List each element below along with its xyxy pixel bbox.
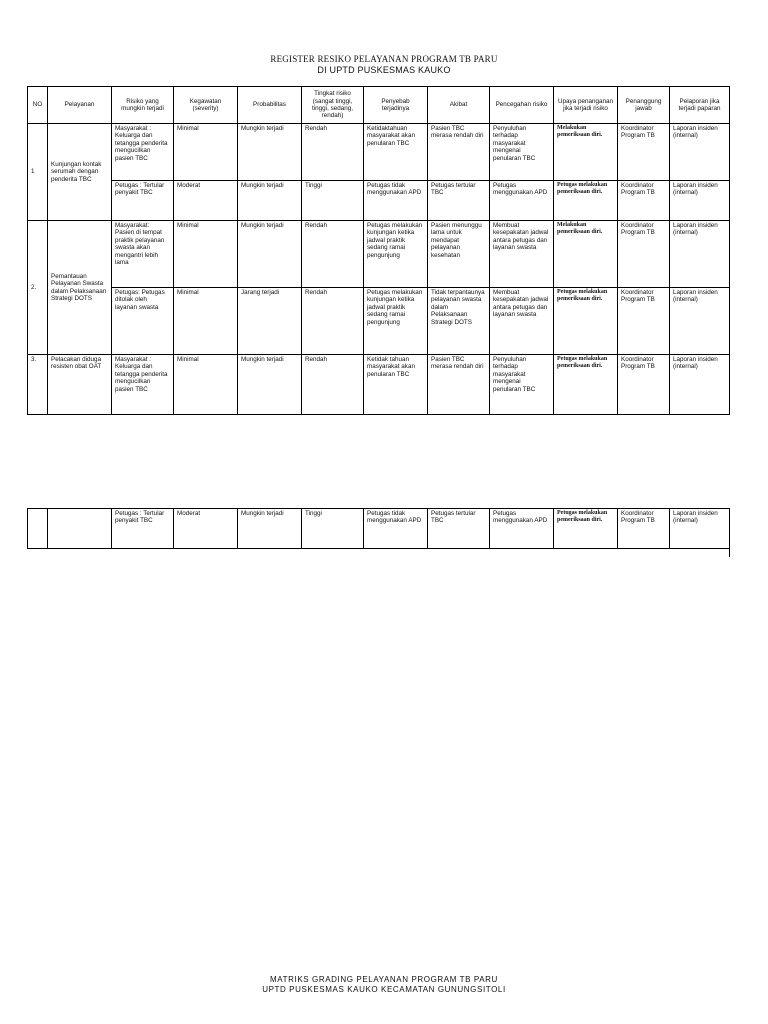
- handling-cell: Petugas melakukan pemeriksaan diri.: [554, 355, 618, 415]
- effect-cell: Petugas tertular TBC: [428, 181, 490, 221]
- header-cell: Pencegahan risiko: [490, 87, 554, 124]
- document-subtitle: DI UPTD PUSKESMAS KAUKO: [317, 65, 451, 75]
- header-cell: Probabilitas: [238, 87, 302, 124]
- table-row: [28, 221, 730, 288]
- cause-cell: Petugas melakukan kunjungan ketika jadwal praktik sedang ramai pengunjung: [364, 288, 428, 355]
- prevention-cell: Penyuluhan terhadap masyarakat mengenai penularan TBC: [490, 124, 554, 181]
- footer-title: MATRIKS GRADING PELAYANAN PROGRAM TB PARU: [270, 975, 498, 984]
- responsible-cell: Koordinator Program TB: [618, 509, 670, 549]
- header-cell: Penyebab terjadinya: [364, 87, 428, 124]
- header-cell: Penanggung jawab: [618, 87, 670, 124]
- report-cell: Laporan insiden (internal): [670, 221, 730, 288]
- effect-cell: Pasien TBC merasa rendah diri: [428, 355, 490, 415]
- risk-cell: Petugas : Tertular penyakit TBC: [112, 181, 174, 221]
- risk-cell: Petugas: Petugas ditolak oleh layanan swasta: [112, 288, 174, 355]
- prevention-cell: Petugas menggunakan APD: [490, 509, 554, 549]
- document-title: REGISTER RESIKO PELAYANAN PROGRAM TB PARU: [270, 54, 498, 64]
- prevention-cell: Petugas menggunakan APD: [490, 181, 554, 221]
- continuation-table: [27, 508, 730, 549]
- severity-cell: Minimal: [174, 288, 238, 355]
- header-cell: NO: [28, 87, 48, 124]
- service-name: Kunjungan kontak serumah dengan penderita TBC: [48, 124, 112, 221]
- risk-level-cell: Tinggi: [302, 509, 364, 549]
- prevention-cell: Membuat kesepakatan jadwal antara petugas dan layanan swasta: [490, 288, 554, 355]
- header-cell: Pelayanan: [48, 87, 112, 124]
- risk-cell: Masyarakat: Pasien di tempat praktik pelayanan swasta akan mengantri lebih lama: [112, 221, 174, 288]
- risk-level-cell: Rendah: [302, 355, 364, 415]
- probability-cell: Jarang terjadi: [238, 288, 302, 355]
- row-number: 2.: [28, 221, 48, 355]
- table-edge-line: [729, 549, 730, 557]
- service-name: [48, 509, 112, 549]
- risk-register-table: [27, 86, 730, 415]
- handling-cell: Melakukan pemeriksaan diri.: [554, 221, 618, 288]
- responsible-cell: Koordinator Program TB: [618, 181, 670, 221]
- table-row: [28, 355, 730, 415]
- footer-subtitle: UPTD PUSKESMAS KAUKO KECAMATAN GUNUNGSITOLI: [262, 985, 506, 994]
- effect-cell: Petugas tertular TBC: [428, 509, 490, 549]
- effect-cell: Pasien TBC merasa rendah diri: [428, 124, 490, 181]
- severity-cell: Moderat: [174, 509, 238, 549]
- handling-cell: Petugas melakukan pemeriksaan diri.: [554, 288, 618, 355]
- header-cell: Upaya penanganan jika terjadi risiko: [554, 87, 618, 124]
- handling-cell: Petugas melakukan pemeriksaan diri.: [554, 181, 618, 221]
- probability-cell: Mungkin terjadi: [238, 221, 302, 288]
- responsible-cell: Koordinator Program TB: [618, 288, 670, 355]
- header-cell: Pelaporan jika terjadi paparan: [670, 87, 730, 124]
- table-row: [28, 509, 730, 549]
- cause-cell: Petugas tidak menggunakan APD: [364, 509, 428, 549]
- report-cell: Laporan insiden (internal): [670, 355, 730, 415]
- cause-cell: Ketidaktahuan masyarakat akan penularan TBC: [364, 124, 428, 181]
- report-cell: Laporan insiden (internal): [670, 181, 730, 221]
- effect-cell: Pasien menunggu lama untuk mendapat pelayanan kesehatan: [428, 221, 490, 288]
- service-name: Pelacakan diduga resisten obat OAT: [48, 355, 112, 415]
- risk-cell: Petugas : Tertular penyakit TBC: [112, 509, 174, 549]
- responsible-cell: Koordinator Program TB: [618, 355, 670, 415]
- handling-cell: Melakukan pemeriksaan diri.: [554, 124, 618, 181]
- table-row: [28, 124, 730, 181]
- severity-cell: Minimal: [174, 355, 238, 415]
- table-row: [28, 288, 730, 355]
- header-cell: Kegawatan (severity): [174, 87, 238, 124]
- service-name: Pemantauan Pelayanan Swasta dalam Pelaksanaan Strategi DOTS: [48, 221, 112, 355]
- report-cell: Laporan insiden (internal): [670, 124, 730, 181]
- cause-cell: Ketidak tahuan masyarakat akan penularan TBC: [364, 355, 428, 415]
- header-row: [28, 87, 730, 124]
- risk-cell: Masyarakat : Keluarga dan tetangga penderita mengucilkan pasien TBC: [112, 124, 174, 181]
- probability-cell: Mungkin terjadi: [238, 509, 302, 549]
- cause-cell: Petugas tidak menggunakan APD: [364, 181, 428, 221]
- severity-cell: Minimal: [174, 124, 238, 181]
- row-number: [28, 509, 48, 549]
- header-cell: Risiko yang mungkin terjadi: [112, 87, 174, 124]
- row-number: 1: [28, 124, 48, 221]
- risk-level-cell: Rendah: [302, 288, 364, 355]
- severity-cell: Moderat: [174, 181, 238, 221]
- probability-cell: Mungkin terjadi: [238, 181, 302, 221]
- header-cell: Tingkat risiko (sangat tinggi, tinggi, sedang, rendah): [302, 87, 364, 124]
- responsible-cell: Koordinator Program TB: [618, 124, 670, 181]
- risk-level-cell: Rendah: [302, 124, 364, 181]
- table-row: [28, 181, 730, 221]
- report-cell: Laporan insiden (internal): [670, 288, 730, 355]
- effect-cell: Tidak terpantaunya pelayanan swasta dalam Pelaksanaan Strategi DOTS: [428, 288, 490, 355]
- probability-cell: Mungkin terjadi: [238, 124, 302, 181]
- handling-cell: Petugas melakukan pemeriksaan diri.: [554, 509, 618, 549]
- cause-cell: Petugas melakukan kunjungan ketika jadwal praktik sedang ramai pengunjung: [364, 221, 428, 288]
- report-cell: Laporan insiden (internal): [670, 509, 730, 549]
- header-cell: Akibat: [428, 87, 490, 124]
- risk-level-cell: Tinggi: [302, 181, 364, 221]
- risk-cell: Masyarakat : Keluarga dan tetangga penderita mengucilkan pasien TBC: [112, 355, 174, 415]
- risk-level-cell: Rendah: [302, 221, 364, 288]
- prevention-cell: Penyuluhan terhadap masyarakat mengenai penularan TBC: [490, 355, 554, 415]
- responsible-cell: Koordinator Program TB: [618, 221, 670, 288]
- row-number: 3.: [28, 355, 48, 415]
- severity-cell: Minimal: [174, 221, 238, 288]
- probability-cell: Mungkin terjadi: [238, 355, 302, 415]
- prevention-cell: Membuat kesepakatan jadwal antara petugas dan layanan swasta: [490, 221, 554, 288]
